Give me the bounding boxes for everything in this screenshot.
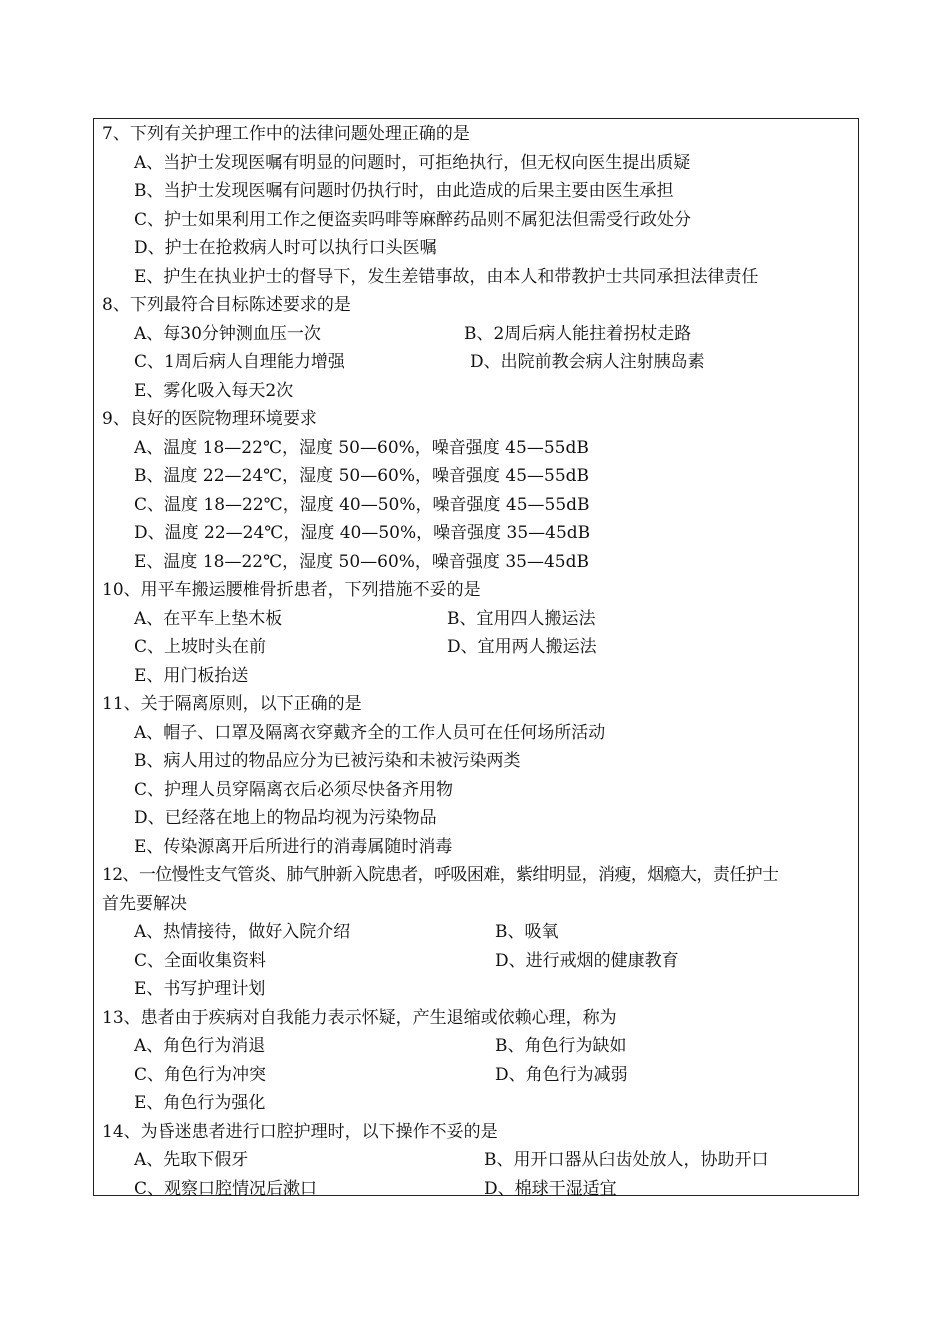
question-10-row-1	[102, 605, 854, 634]
question-list	[102, 120, 854, 1203]
question-9-option-a: A、温度 18—22℃，湿度 50—60%，噪音强度 45—55dB	[134, 437, 589, 458]
question-7-option-d: D、护士在抢救病人时可以执行口头医嘱	[134, 238, 437, 258]
question-13-option-a: A、角色行为消退	[134, 1036, 266, 1056]
question-12-stem-line-1: 12、一位慢性支气管炎、肺气肿新入院患者，呼吸困难，紫绀明显，消瘦，烟瘾大，责任护士	[102, 865, 779, 885]
question-14-stem: 14、为昏迷患者进行口腔护理时，以下操作不妥的是	[102, 1121, 498, 1142]
question-9-option-d: D、温度 22—24℃，湿度 40—50%，噪音强度 35—45dB	[134, 523, 591, 543]
question-12-row-1	[102, 918, 854, 947]
question-8-option-a: A、每30分钟测血压一次	[134, 323, 321, 344]
question-12-row-2	[102, 947, 854, 976]
question-13-option-b: B、角色行为缺如	[495, 1036, 627, 1056]
question-10-option-c: C、上坡时头在前	[134, 637, 267, 657]
question-8-row-2	[102, 348, 854, 377]
question-9-option-e: E、温度 18—22℃，湿度 50—60%，噪音强度 35—45dB	[134, 551, 589, 572]
question-9-stem: 9、良好的医院物理环境要求	[102, 409, 317, 429]
question-14-option-d: D、棉球干湿适宜	[484, 1178, 617, 1199]
question-8-option-e: E、雾化吸入每天2次	[134, 380, 294, 401]
question-13-option-e: E、角色行为强化	[134, 1093, 266, 1113]
question-11-option-c: C、护理人员穿隔离衣后必须尽快备齐用物	[134, 779, 454, 800]
question-7-stem: 7、下列有关护理工作中的法律问题处理正确的是	[102, 124, 470, 144]
question-10-row-2	[102, 633, 854, 662]
question-14-option-c: C、观察口腔情况后漱口	[134, 1178, 318, 1199]
question-8-option-b: B、2周后病人能拄着拐杖走路	[464, 323, 692, 344]
question-12-stem-line-2: 首先要解决	[102, 893, 187, 914]
question-11-stem: 11、关于隔离原则，以下正确的是	[102, 694, 362, 714]
question-11-option-d: D、已经落在地上的物品均视为污染物品	[134, 808, 437, 828]
question-12-option-a: A、热情接待，做好入院介绍	[134, 922, 351, 942]
question-7-option-c: C、护士如果利用工作之便盗卖吗啡等麻醉药品则不属犯法但需受行政处分	[134, 209, 692, 230]
question-9-option-c: C、温度 18—22℃，湿度 40—50%，噪音强度 45—55dB	[134, 494, 590, 515]
question-14-row-1	[102, 1146, 854, 1175]
question-12-option-d: D、进行戒烟的健康教育	[495, 950, 679, 971]
question-13-stem: 13、患者由于疾病对自我能力表示怀疑，产生退缩或依赖心理，称为	[102, 1007, 617, 1028]
question-14-option-b: B、用开口器从臼齿处放人，协助开口	[484, 1150, 769, 1170]
question-11-option-e: E、传染源离开后所进行的消毒属随时消毒	[134, 836, 453, 857]
question-10-option-b: B、宜用四人搬运法	[447, 608, 596, 629]
question-8-option-d: D、出院前教会病人注射胰岛素	[470, 352, 705, 372]
question-13-option-d: D、角色行为减弱	[495, 1064, 628, 1085]
question-9-option-b: B、温度 22—24℃，湿度 50—60%，噪音强度 45—55dB	[134, 466, 590, 486]
question-10-option-e: E、用门板抬送	[134, 665, 249, 686]
question-8-row-1	[102, 320, 854, 349]
question-13-row-2	[102, 1061, 854, 1090]
question-7-option-e: E、护生在执业护士的督导下，发生差错事故，由本人和带教护士共同承担法律责任	[134, 266, 759, 287]
question-10-option-a: A、在平车上垫木板	[134, 608, 283, 629]
question-11-option-a: A、帽子、口罩及隔离衣穿戴齐全的工作人员可在任何场所活动	[134, 722, 606, 743]
question-7-option-b: B、当护士发现医嘱有问题时仍执行时，由此造成的后果主要由医生承担	[134, 181, 674, 201]
question-12-option-e: E、书写护理计划	[134, 979, 266, 999]
question-14-row-2	[102, 1175, 854, 1204]
question-12-option-b: B、吸氧	[495, 922, 559, 942]
question-7-option-a: A、当护士发现医嘱有明显的问题时，可拒绝执行，但无权向医生提出质疑	[134, 152, 691, 173]
question-14-option-a: A、先取下假牙	[134, 1150, 249, 1170]
question-12-option-c: C、全面收集资料	[134, 950, 267, 971]
question-13-row-1	[102, 1032, 854, 1061]
question-11-option-b: B、病人用过的物品应分为已被污染和未被污染两类	[134, 751, 521, 771]
question-10-stem: 10、用平车搬运腰椎骨折患者，下列措施不妥的是	[102, 580, 481, 600]
question-10-option-d: D、宜用两人搬运法	[447, 637, 597, 657]
question-13-option-c: C、角色行为冲突	[134, 1064, 267, 1085]
question-8-option-c: C、1周后病人自理能力增强	[134, 352, 345, 372]
question-8-stem: 8、下列最符合目标陈述要求的是	[102, 295, 351, 315]
